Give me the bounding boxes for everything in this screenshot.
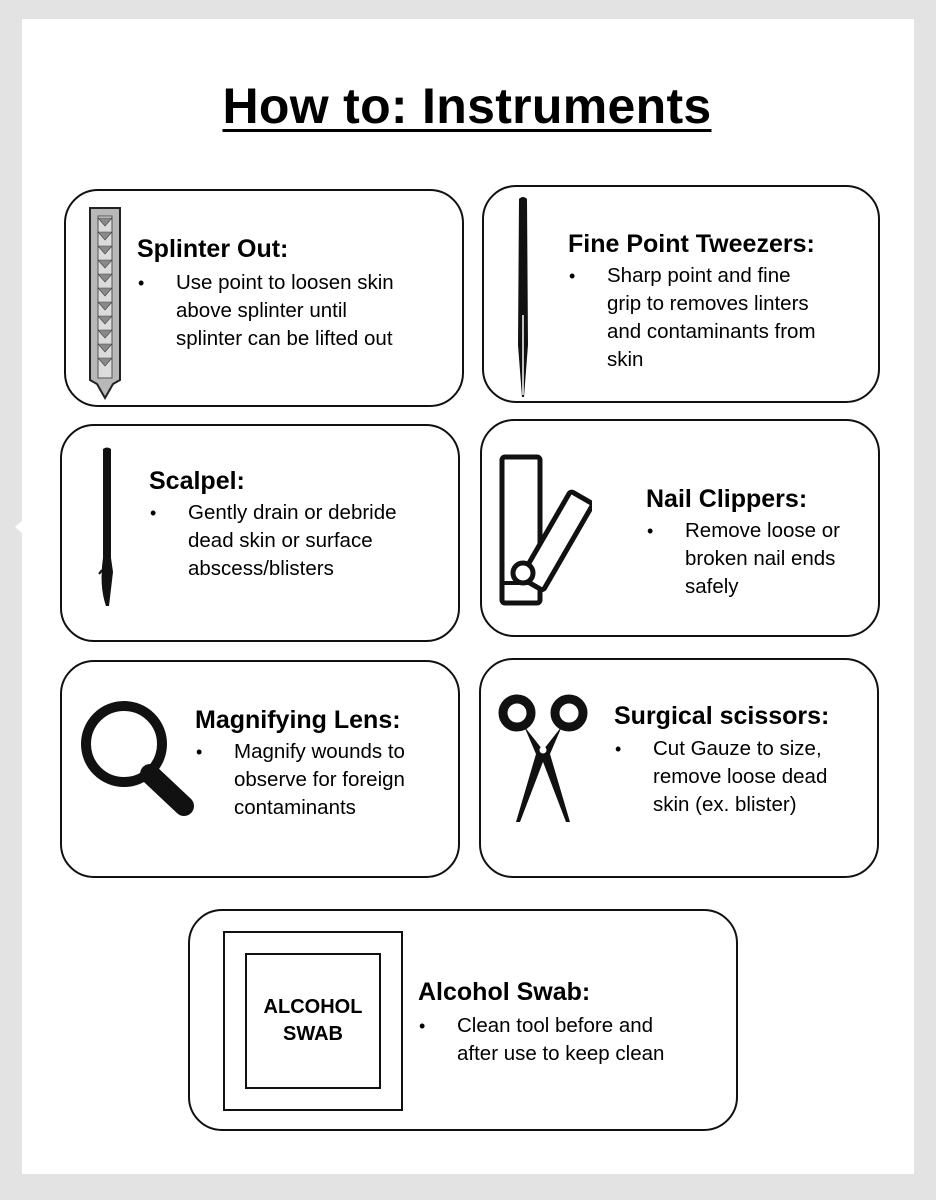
card-heading: Surgical scissors:: [614, 702, 830, 730]
card-heading: Fine Point Tweezers:: [568, 230, 815, 258]
card-nail-clippers: [480, 419, 880, 637]
card-splinter-out: [64, 189, 464, 407]
card-heading: Splinter Out:: [137, 235, 289, 263]
card-bullet: • Gently drain or debride dead skin or surface abscess/blisters: [150, 501, 397, 580]
bullet-dot: •: [569, 266, 576, 286]
bullet-dot: •: [138, 273, 145, 293]
magnifying-glass-icon: [76, 696, 202, 822]
document-page: [22, 19, 914, 1174]
bullet-dot: •: [196, 742, 203, 762]
bullet-dot: •: [150, 503, 157, 523]
nail-clippers-icon: [496, 451, 592, 611]
alcohol-swab-icon: [223, 931, 403, 1111]
card-alcohol-swab: [188, 909, 738, 1131]
bullet-dot: •: [615, 739, 622, 759]
bullet-dot: •: [647, 521, 654, 541]
card-bullet: • Use point to loosen skin above splinter until splinter can be lifted out: [138, 271, 394, 350]
card-bullet: • Clean tool before and after use to keep clean: [419, 1014, 665, 1065]
card-bullet: • Remove loose or broken nail ends safely: [647, 519, 840, 598]
card-heading: Magnifying Lens:: [195, 706, 401, 734]
scissors-icon: [498, 692, 590, 828]
card-scalpel: [60, 424, 460, 642]
card-bullet: • Cut Gauze to size, remove loose dead skin (ex. blister): [615, 737, 828, 816]
card-fine-point-tweezers: [482, 185, 880, 403]
card-heading: Scalpel:: [149, 467, 245, 495]
card-surgical-scissors: [479, 658, 879, 878]
card-bullet: • Magnify wounds to observe for foreign contaminants: [196, 740, 405, 819]
scalpel-icon: [97, 446, 123, 608]
card-heading: Nail Clippers:: [646, 485, 808, 513]
card-heading: Alcohol Swab:: [418, 978, 591, 1006]
bullet-dot: •: [419, 1016, 426, 1036]
tweezers-icon: [512, 195, 534, 399]
card-bullet: • Sharp point and fine grip to removes linters and contaminants from skin: [569, 264, 816, 371]
swab-label: ALCOHOL SWAB: [245, 953, 381, 1089]
page-title: How to: Instruments: [222, 78, 712, 134]
splinter-tool-icon: [87, 204, 123, 400]
card-magnifying-lens: [60, 660, 460, 878]
